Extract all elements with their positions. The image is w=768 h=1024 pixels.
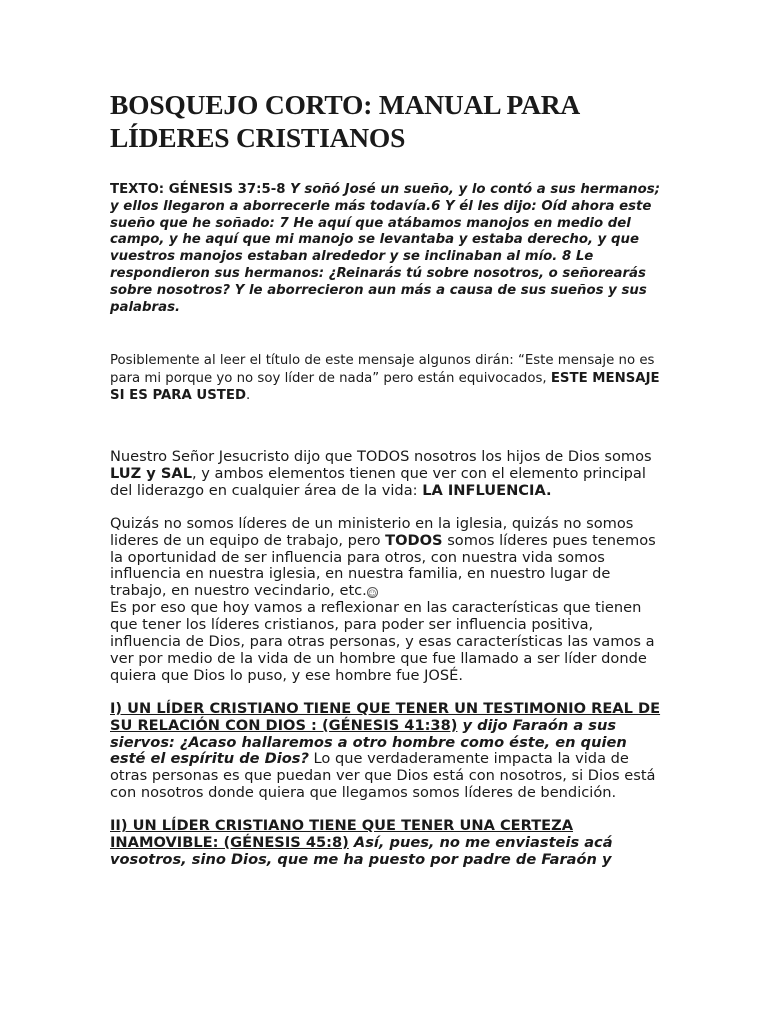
section-2-heading: II) UN LÍDER CRISTIANO TIENE QUE TENER UNA CERTEZA INAMOVIBLE: (GÉNESIS 45:8) [110,817,574,852]
section-1-text: Lo que verdaderamente impacta la vida de otras personas es que puedan ver que Dios está con nosotros, si Dios está con nosotros donde quiera que llegamos somos líderes de bendición. [110,750,656,802]
paragraph-luz-sal: Nuestro Señor Jesucristo dijo que TODOS nosotros los hijos de Dios somos LUZ y SAL, y ambos elementos tienen que ver con el elemento principal del liderazgo en cualquier área de la vida: LA INFLUENCIA. [110,447,652,499]
section-1-verse: y dijo Faraón a sus siervos: ¿Acaso hallaremos a otro hombre como éste, en quien esté el espíritu de Dios? [110,716,627,768]
section-1 [110,701,666,802]
intro-emphasis: ESTE MENSAJE SI ES PARA USTED [110,370,660,403]
section-2-verse: Así, pues, no me enviasteis acá vosotros, sino Dios, que me ha puesto por padre de Faraón y [110,834,613,869]
section-2 [110,818,666,869]
section-1-heading: I) UN LÍDER CRISTIANO TIENE QUE TENER UN TESTIMONIO REAL DE SU RELACIÓN CON DIOS : (GÉNESIS 41:38) [110,699,661,734]
scripture-text [110,182,666,316]
intro-paragraph: Posiblemente al leer el título de este mensaje algunos dirán: “Este mensaje no es para mi porque yo no soy líder de nada” pero están equivocados, ESTE MENSAJE SI ES PARA USTED. [110,353,660,403]
scripture-verse: Y soñó José un sueño, y lo contó a sus hermanos; y ellos llegaron a aborrecerle más todavía.6 Y él les dijo: Oíd ahora este sueño que he soñado: 7 He aquí que atábamos manojos en medio del campo, y he aquí que mi manojo se levantaba y estaba derecho, y que vuestros manojos estaban alrededor y se inclinaban al mío. 8 Le respondieron sus hermanos: ¿Reinarás tú sobre nosotros, o señorearás sobre nosotros? Y le aborrecieron aun más a causa de sus sueños y sus palabras. [110,182,661,315]
smiley-icon: ☺ [368,589,377,599]
document-title: BOSQUEJO CORTO: MANUAL PARA LÍDERES CRISTIANOS [110,89,579,153]
paragraph-characteristics: Es por eso que hoy vamos a reflexionar en las características que tienen que tener los líderes cristianos, para poder ser influencia positiva, influencia de Dios, para otras personas, y esas características las vamos a ver por medio de la vida de un hombre que fue llamado a ser líder donde quiera que Dios lo puso, y ese hombre fue JOSÉ. [110,599,655,684]
document-page [110,88,666,885]
scripture-reference: TEXTO: GÉNESIS 37:5-8 [110,182,291,197]
paragraph-leaders: Quizás no somos líderes de un ministerio en la iglesia, quizás no somos lideres de un equipo de trabajo, pero TODOS somos líderes pues tenemos la oportunidad de ser influencia para otros, con nuestra vida somos influencia en nuestra iglesia, en nuestra familia, en nuestro lugar de trabajo, en nuestro vecindario, etc.☺ [110,514,656,600]
